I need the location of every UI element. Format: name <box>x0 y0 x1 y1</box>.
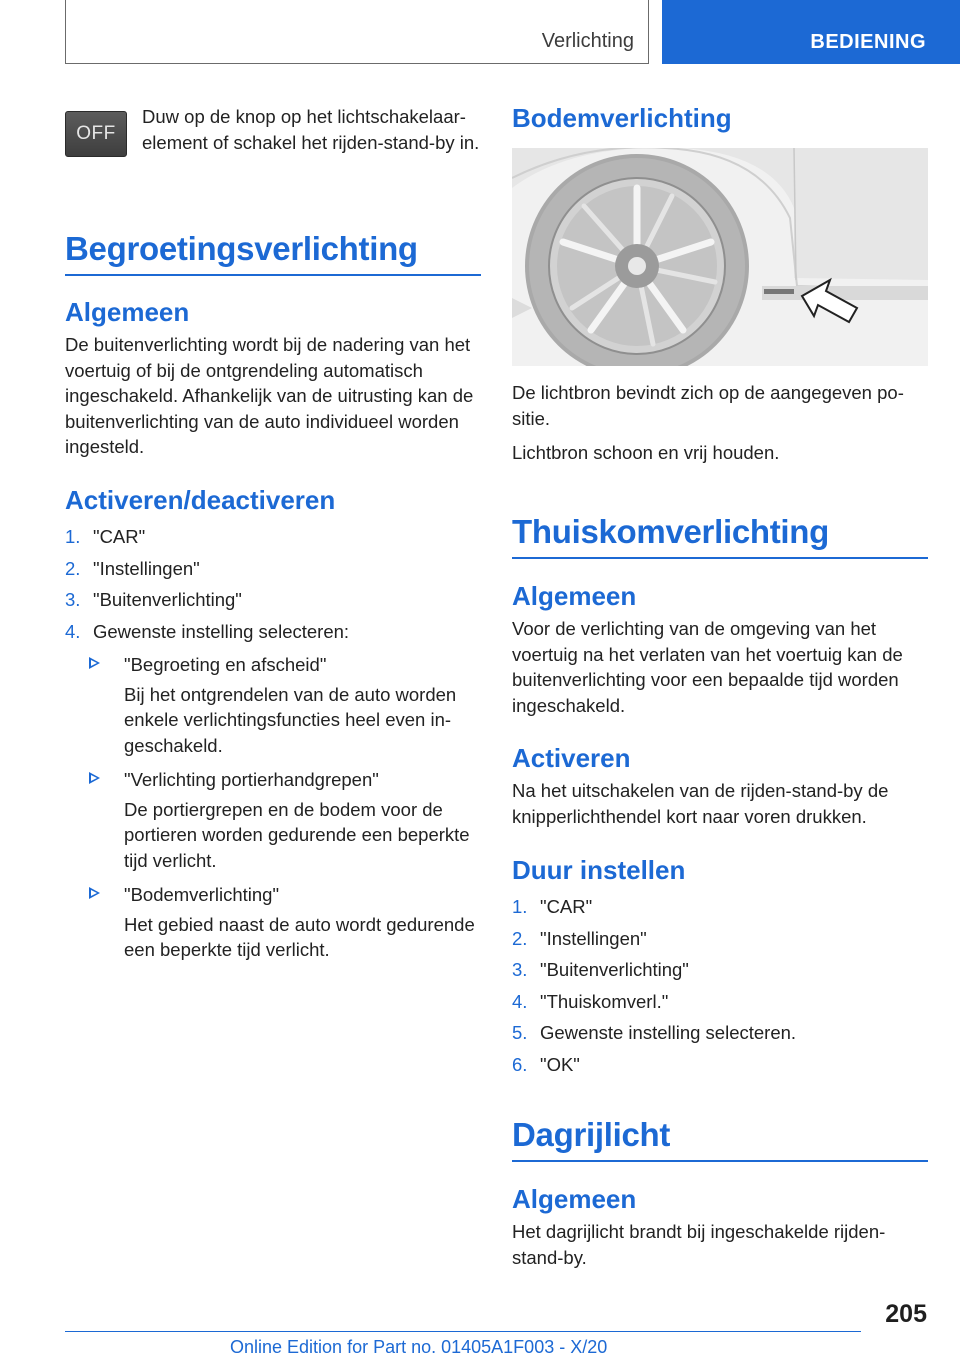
wheel-image-icon <box>512 148 928 366</box>
heading-activate-deactivate: Activeren/deactiveren <box>65 485 336 515</box>
list-item <box>512 894 928 920</box>
option-label: "Bodemverlichting" <box>124 884 280 905</box>
car-wheel-illustration <box>512 148 928 366</box>
list-number: 1. <box>65 526 81 547</box>
page-number: 205 <box>885 1300 927 1328</box>
option-item <box>65 882 481 908</box>
heading-ground-lighting: Bodemverlichting <box>512 103 732 133</box>
chapter-tab[interactable] <box>662 0 960 64</box>
heading-general: Algemeen <box>512 1184 637 1214</box>
heading-daytime-lights: Dagrijlicht <box>512 1116 671 1153</box>
list-text: "CAR" <box>93 526 146 547</box>
list-number: 4. <box>512 990 528 1012</box>
list-item <box>512 989 928 1015</box>
heading-general: Algemeen <box>65 297 190 327</box>
ground-paragraph-1: De lichtbron bevindt zich op de aangegeven positie. <box>512 382 904 429</box>
list-text: "Buitenverlichting" <box>93 589 242 610</box>
list-text: Gewenste instelling selecteren. <box>540 1022 797 1043</box>
heading-rule <box>512 1160 928 1162</box>
heading-rule <box>512 557 928 559</box>
list-number: 2. <box>65 557 81 579</box>
subsection-activate <box>512 743 928 829</box>
footer-rule <box>65 1331 861 1332</box>
list-number: 4. <box>65 620 81 642</box>
list-item <box>65 524 481 550</box>
heading-set-duration: Duur instellen <box>512 855 686 885</box>
subsection-set-duration <box>512 855 928 1077</box>
triangle-bullet-icon <box>89 887 100 899</box>
list-text: "Buitenverlichting" <box>540 959 689 980</box>
heading-home-lighting: Thuiskomverlichting <box>512 513 830 550</box>
activate-paragraph: Na het uitschakelen van de rijden-stand-by de knipperlichthendel kort naar voren drukken. <box>512 780 889 827</box>
heading-general: Algemeen <box>512 581 637 611</box>
triangle-bullet-icon <box>89 772 100 784</box>
list-item <box>512 926 928 952</box>
steps-list-right <box>512 894 928 1077</box>
general-paragraph: De buitenverlichting wordt bij de nadering van het voertuig of bij de ontgrendeling automatisch ingeschakeld. Afhankelijk van de uitrusting kan de buitenverlichting van de auto individueel worden ingesteld. <box>65 334 474 457</box>
list-text: "Instellingen" <box>93 557 200 579</box>
list-text: "Thuiskomverl." <box>540 990 669 1012</box>
list-item <box>65 587 481 613</box>
option-item <box>65 652 481 678</box>
subsection-activate-deactivate <box>65 485 481 963</box>
option-description: Het gebied naast de auto wordt gedurende een beperkte tijd verlicht. <box>124 913 475 960</box>
list-number: 1. <box>512 896 528 917</box>
subsection-general-left <box>65 297 481 460</box>
list-item <box>512 1020 928 1046</box>
day-paragraph: Het dagrijlicht brandt bij ingeschakelde rijden-stand-by. <box>512 1221 886 1268</box>
list-number: 2. <box>512 927 528 949</box>
section-home-lighting <box>512 513 928 559</box>
option-label: "Verlichting portierhandgrepen" <box>124 769 379 790</box>
home-paragraph: Voor de verlichting van de omgeving van het voertuig na het verlaten van het voertuig kan de buitenverlichting voor een bepaalde tijd worden ingeschakeld. <box>512 618 903 716</box>
subsection-day-general <box>512 1184 928 1270</box>
heading-ground-lighting-wrap <box>512 103 928 134</box>
list-item <box>65 619 481 645</box>
off-instruction <box>65 103 481 163</box>
option-description: Bij het ontgrendelen van de auto worden enkele verlichtingsfuncties heel even ingeschakeld. <box>124 683 457 756</box>
subsection-general-right <box>512 581 928 718</box>
off-button-icon: OFF <box>65 111 127 157</box>
footer-edition-link[interactable]: Online Edition for Part no. 01405A1F003 - X/20 <box>230 1337 608 1357</box>
ground-paragraph-2: Lichtbron schoon en vrij houden. <box>512 442 780 463</box>
off-instruction-text: Duw op de knop op het lichtschakelaarelement of schakel het rijden-stand-by in. <box>142 106 480 153</box>
ground-lighting-text <box>512 380 928 466</box>
list-text: Gewenste instelling selecteren: <box>93 620 350 642</box>
list-number: 3. <box>512 959 528 980</box>
list-text: "CAR" <box>540 896 593 917</box>
heading-rule <box>65 274 481 276</box>
list-number: 3. <box>65 589 81 610</box>
list-item <box>65 556 481 582</box>
section-daytime-lights <box>512 1116 928 1162</box>
section-title: Verlichting <box>541 30 634 52</box>
steps-list-left <box>65 524 481 963</box>
list-number: 5. <box>512 1022 528 1043</box>
option-item <box>65 767 481 793</box>
list-text: "Instellingen" <box>540 927 647 949</box>
list-item <box>512 1052 928 1078</box>
option-description: De portiergrepen en de bodem voor de portieren worden gedurende een beperkte tijd verlicht. <box>124 798 470 871</box>
list-number: 6. <box>512 1053 528 1075</box>
heading-welcome-lighting: Begroetingsverlichting <box>65 230 418 267</box>
list-text: "OK" <box>540 1053 580 1075</box>
triangle-bullet-icon <box>89 657 100 669</box>
list-item <box>512 957 928 983</box>
chapter-tab-label: BEDIENING <box>810 31 926 53</box>
header-section-box <box>65 0 649 64</box>
heading-activate: Activeren <box>512 743 631 773</box>
option-label: "Begroeting en afscheid" <box>124 654 327 675</box>
section-welcome-lighting <box>65 230 481 276</box>
